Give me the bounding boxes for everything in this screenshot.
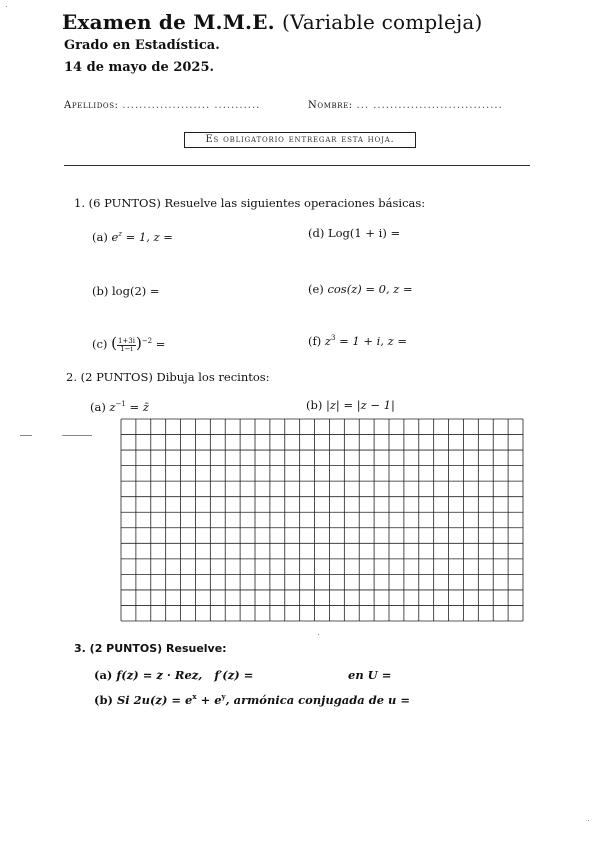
q3-b-text: Si 2u(z) = e bbox=[116, 692, 193, 707]
q1-item-a bbox=[92, 230, 173, 244]
q1-f-exp: 3 bbox=[330, 334, 336, 343]
q3-b-label: (b) bbox=[94, 692, 113, 707]
q2-item-a bbox=[90, 400, 149, 414]
q1-c-rest: = bbox=[152, 337, 166, 351]
q3-b-sup1: x bbox=[192, 692, 197, 701]
q3-a-derivative: f′(z) = bbox=[214, 668, 254, 682]
q1-item-f bbox=[308, 334, 407, 348]
q3-a-domain-text: en U = bbox=[348, 668, 392, 682]
q2-item-b bbox=[306, 398, 395, 412]
q1-f-label: (f) bbox=[308, 334, 322, 348]
exam-title-topic: (Variable compleja) bbox=[281, 10, 483, 34]
q1-a-label: (a) bbox=[92, 230, 108, 244]
q3-item-a bbox=[94, 668, 253, 682]
name-label: Nombre: bbox=[308, 100, 353, 111]
q1-c-numerator: 1+3i bbox=[117, 336, 135, 345]
q3-a-func: f(z) = z · Rez, bbox=[116, 668, 203, 682]
q1-b-label: (b) bbox=[92, 284, 109, 298]
q3-b-rest: , armónica conjugada de u = bbox=[225, 692, 411, 707]
exam-title bbox=[62, 10, 483, 34]
surname-label: Apellidos: bbox=[64, 100, 119, 111]
q1-f-rest: = 1 + i, z = bbox=[335, 334, 407, 348]
q3-a-label: (a) bbox=[94, 668, 113, 682]
mandatory-return-notice: Es obligatorio entregar esta hoja. bbox=[184, 132, 416, 148]
q1-b-expr: log(2) = bbox=[112, 284, 160, 298]
q1-item-c: (c) ( $\frac{1+3i}{1-i}$ )$^{-2}$ = bbox=[92, 334, 166, 353]
scan-speck bbox=[588, 820, 589, 821]
q1-e-label: (e) bbox=[308, 282, 324, 296]
exam-title-main: Examen de M.M.E. bbox=[62, 10, 275, 34]
exam-date: 14 de mayo de 2025. bbox=[64, 60, 215, 75]
q1-a-base: e bbox=[111, 230, 119, 244]
q1-item-e bbox=[308, 282, 413, 296]
q2-a-base: z bbox=[109, 400, 116, 414]
scan-speck bbox=[318, 634, 319, 635]
scan-speck bbox=[6, 6, 7, 7]
q1-c-exp: −2 bbox=[141, 337, 153, 346]
name-field[interactable] bbox=[308, 100, 503, 111]
q2-a-label: (a) bbox=[90, 400, 106, 414]
degree-name: Grado en Estadística. bbox=[64, 38, 220, 53]
scan-speck bbox=[62, 435, 92, 436]
q1-heading: 1. (6 PUNTOS) Resuelve las siguientes operaciones básicas: bbox=[74, 196, 426, 210]
q1-d-label: (d) bbox=[308, 226, 325, 240]
q3-heading: 3. (2 PUNTOS) Resuelve: bbox=[74, 642, 227, 655]
surname-dots: ..................... ........... bbox=[122, 100, 261, 111]
q3-b-sup2: y bbox=[221, 692, 226, 701]
q3-b-mid: + e bbox=[196, 692, 222, 707]
q1-item-d bbox=[308, 226, 400, 240]
q1-c-label: (c) bbox=[92, 337, 108, 351]
scan-speck bbox=[20, 435, 32, 436]
q1-a-rest: = 1, z = bbox=[122, 230, 173, 244]
header-divider bbox=[64, 165, 530, 166]
surname-field[interactable] bbox=[64, 100, 260, 111]
q2-a-rest: = z̄ bbox=[125, 400, 149, 414]
q1-item-b bbox=[92, 284, 160, 298]
grid-lines bbox=[120, 418, 524, 622]
q2-heading: 2. (2 PUNTOS) Dibuja los recintos: bbox=[66, 370, 270, 384]
q3-a-domain bbox=[348, 668, 391, 682]
q2-b-label: (b) bbox=[306, 398, 323, 412]
q1-e-expr: cos(z) = 0, z = bbox=[327, 282, 413, 296]
drawing-grid[interactable] bbox=[120, 418, 524, 622]
q3-item-b bbox=[94, 692, 410, 707]
q1-a-exp: z bbox=[118, 230, 123, 239]
q1-f-base: z bbox=[324, 334, 331, 348]
name-dots: ... ............................... bbox=[356, 100, 503, 111]
q2-a-exp: −1 bbox=[115, 400, 126, 409]
q1-c-fraction bbox=[117, 338, 136, 353]
q1-c-denominator: 1−i bbox=[120, 344, 133, 353]
q2-b-expr: |z| = |z − 1| bbox=[326, 398, 395, 412]
q1-d-expr: Log(1 + i) = bbox=[328, 226, 401, 240]
